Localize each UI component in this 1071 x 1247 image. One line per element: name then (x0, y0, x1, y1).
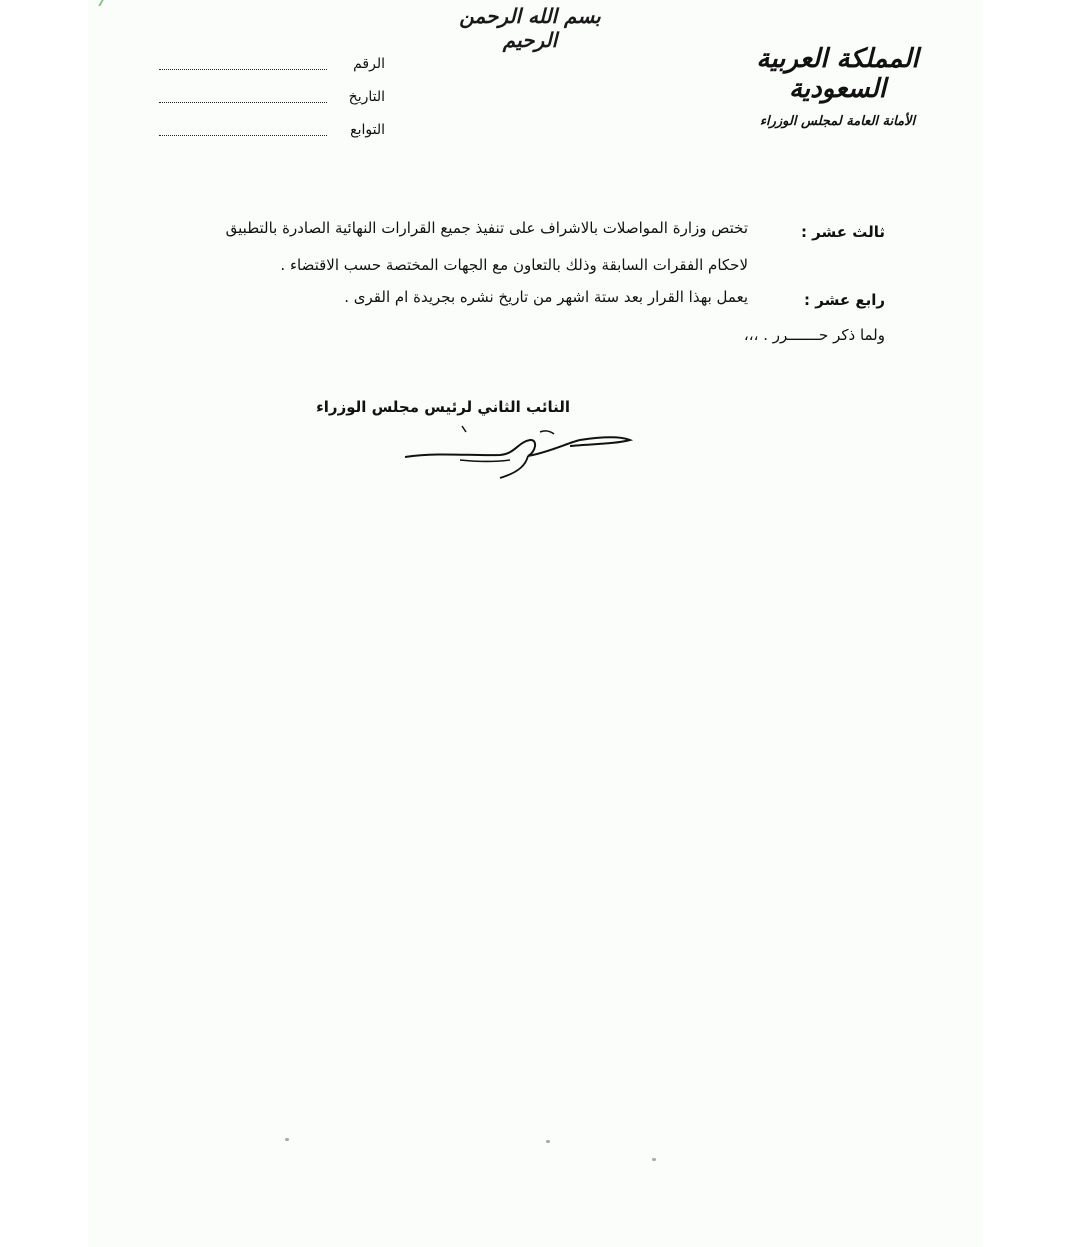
article-13-term: ثالث عشر : (800, 223, 885, 241)
reference-date-line (159, 102, 327, 103)
reference-date-label: التاريخ (348, 89, 385, 105)
reference-attachments-row (155, 120, 395, 153)
article-13-text-line-2: لاحكام الفقرات السابقة وذلك بالتعاون مع الجهات المختصة حسب الاقتضاء . (280, 256, 748, 274)
reference-attachments-line (159, 135, 327, 136)
secretariat-title: الأمانة العامة لمجلس الوزراء (759, 114, 916, 129)
scan-speck (652, 1158, 656, 1161)
letterhead (735, 40, 940, 130)
handwritten-signature (400, 422, 635, 482)
reference-number-line (159, 69, 327, 70)
signatory-title: النائب الثاني لرئيس مجلس الوزراء (316, 398, 570, 416)
reference-number-label: الرقم (353, 56, 385, 72)
kingdom-title: المملكة العربية السعودية (756, 44, 919, 104)
closing-line: ولما ذكر حـــــــرر . ،،، (743, 326, 885, 344)
scan-speck (285, 1138, 289, 1141)
reference-number-row (155, 54, 395, 87)
article-14-text-line-1: يعمل بهذا القرار بعد ستة اشهر من تاريخ نشره بجريدة ام القرى . (344, 288, 748, 306)
article-13-text-line-1: تختص وزارة المواصلات بالاشراف على تنفيذ جميع القرارات النهائية الصادرة بالتطبيق (225, 219, 748, 237)
scan-speck (546, 1140, 550, 1143)
reference-attachments-label: التوابع (350, 122, 385, 138)
reference-date-row (155, 87, 395, 120)
article-14-term: رابع عشر : (804, 291, 885, 309)
document-page (88, 0, 983, 1247)
reference-fields (155, 54, 395, 153)
basmala-heading: بسم الله الرحمن الرحيم (459, 4, 601, 52)
